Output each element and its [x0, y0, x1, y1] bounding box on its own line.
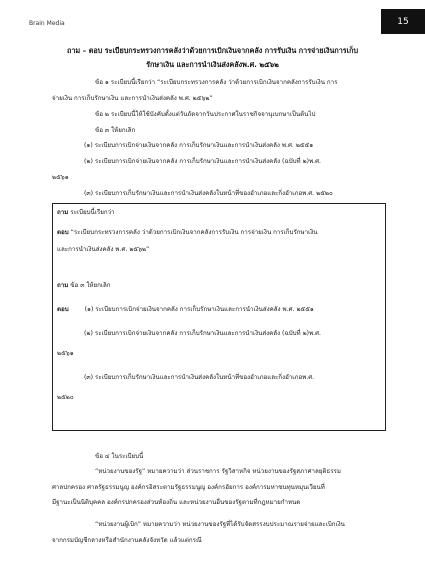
- qa-box: [52, 203, 386, 431]
- body-line: ศาลปกครอง ศาลรัฐธรรมนูญ องค์กรอิสระตามรัฐธรรมนูญ องค์กรอัยการ องค์การมหาชนทุนหมุนเวียนที่: [52, 484, 325, 491]
- answer-2: [57, 305, 314, 314]
- body-line: มีฐานะเป็นนิติบุคคล องค์กรปกครองส่วนท้องถิ่น และหน่วยงานอื่นของรัฐตามที่กฎหมายกำหนด: [52, 499, 301, 506]
- question-label: ถาม: [57, 282, 69, 289]
- intro-line: (๓) ระเบียบการเก็บรักษาเงินและการนำเงินส่งคลังในหน้าที่ของอำเภอและกิ่งอำเภอพ.ศ. ๒๕๒๐: [84, 190, 333, 197]
- intro-line: จ่ายเงิน การเก็บรักษาเงิน และการนำเงินส่งคลัง พ.ศ. ๒๕๖๒”: [52, 95, 213, 102]
- answer-label: ตอบ: [57, 229, 69, 236]
- body-line: “หน่วยงานของรัฐ” หมายความว่า ส่วนราชการ รัฐวิสาหกิจ หน่วยงานของรัฐสภาศาลยุติธรรม: [95, 468, 341, 475]
- question-2: [57, 281, 111, 290]
- page-header: [0, 0, 425, 42]
- document-title-line-2: รักษาเงิน และการนำเงินส่งคลังพ.ศ. ๒๕๖๒: [146, 60, 279, 69]
- answer-item-year: ๒๕๖๑: [57, 350, 74, 357]
- answer-item: (๒) ระเบียบการเบิกจ่ายเงินจากคลัง การเก็บรักษาเงินและการนำเงินส่งคลัง (ฉบับที่ ๒)พ.ศ.: [84, 330, 322, 337]
- body-line: ข้อ ๔ ในระเบียบนี้: [95, 453, 144, 460]
- answer-text: “ระเบียบกระทรวงการคลัง ว่าด้วยการเบิกเงินจากคลังการรับเงิน การจ่ายเงิน การเก็บรักษาเงิน: [70, 229, 318, 236]
- body-line: จากกรมบัญชีกลางหรือสำนักงานคลังจังหวัด แล้วแต่กรณี: [52, 537, 202, 544]
- question-1: [57, 208, 115, 217]
- question-text: ระเบียบนี้เรียกว่า: [70, 209, 115, 216]
- intro-line: ข้อ ๑ ระเบียบนี้เรียกว่า “ระเบียบกระทรวงการคลัง ว่าด้วยการเบิกเงินจากคลังการรับเงิน การ: [95, 79, 338, 86]
- answer-item: (๑) ระเบียบการเบิกจ่ายเงินจากคลัง การเก็บรักษาเงินและการนำเงินส่งคลัง พ.ศ. ๒๕๕๑: [84, 306, 314, 313]
- intro-line: ข้อ ๒ ระเบียบนี้ให้ใช้บังคับตั้งแต่วันถัดจากวันประกาศในราชกิจจานุเบกษาเป็นต้นไป: [95, 111, 316, 118]
- brand-name: Brain Media: [29, 20, 65, 27]
- page-number: 15: [381, 9, 425, 34]
- intro-line: ๒๕๖๑: [52, 174, 69, 181]
- body-line: “หน่วยงานผู้เบิก” หมายความว่า หน่วยงานของรัฐที่ได้รับจัดสรรงบประมาณรายจ่ายและเบิกเงิน: [95, 521, 345, 528]
- answer-label: ตอบ: [57, 306, 69, 313]
- answer-1-cont: และการนำเงินส่งคลัง พ.ศ. ๒๕๖๒”: [57, 246, 150, 253]
- intro-line: ข้อ ๓ ให้ยกเลิก: [95, 127, 136, 134]
- intro-line: (๒) ระเบียบการเบิกจ่ายเงินจากคลัง การเก็บรักษาเงินและการนำเงินส่งคลัง (ฉบับที่ ๒)พ.ศ.: [84, 158, 322, 165]
- intro-line: (๑) ระเบียบการเบิกจ่ายเงินจากคลัง การเก็บรักษาเงินและการนำเงินส่งคลัง พ.ศ. ๒๕๕๑: [84, 142, 314, 149]
- answer-item: (๓) ระเบียบการเก็บรักษาเงินและการนำเงินส่งคลังในหน้าที่ของอำเภอและกิ่งอำเภอพ.ศ.: [84, 374, 315, 381]
- question-text: ข้อ ๓ ให้ยกเลิก: [70, 282, 111, 289]
- question-label: ถาม: [57, 209, 69, 216]
- answer-item-year: ๒๕๒๐: [57, 394, 74, 401]
- document-title-line-1: ถาม – ตอบ ระเบียบกระทรวงการคลังว่าด้วยการเบิกเงินจากคลัง การรับเงิน การจ่ายเงินการเก็บ: [66, 46, 359, 55]
- answer-1: [57, 228, 317, 237]
